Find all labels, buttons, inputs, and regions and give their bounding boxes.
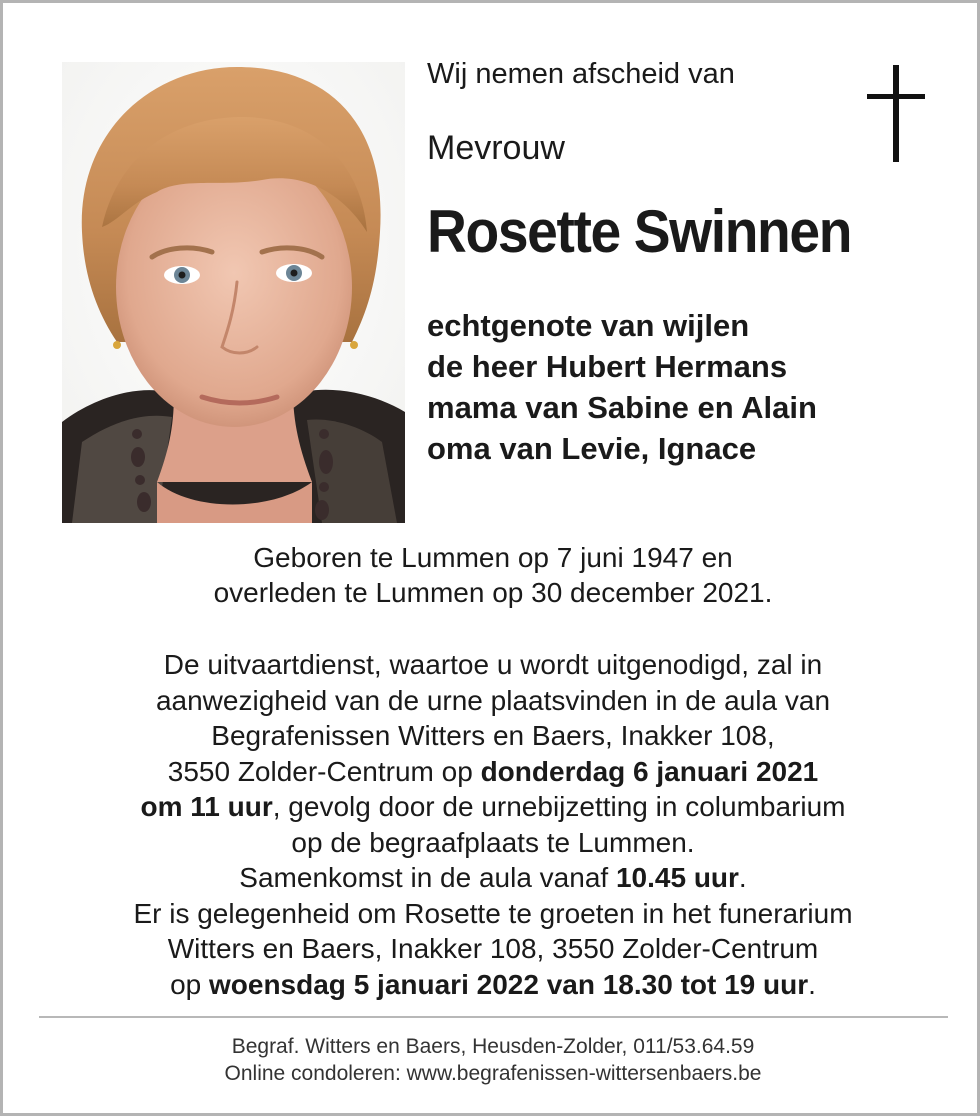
funeral-home-contact: Begraf. Witters en Baers, Heusden-Zolder, 011/53.64.59 xyxy=(231,1035,755,1058)
gathering-time: 10.45 uur xyxy=(615,862,739,893)
condolence-link: Online condoleren: www.begrafenissen-wittersenbaers.be xyxy=(224,1062,762,1085)
relation-line: echtgenote van wijlen xyxy=(427,308,750,343)
service-time: om 11 uur xyxy=(140,791,273,822)
visitation-line: Er is gelegenheid om Rosette te groeten in het funerarium xyxy=(133,897,853,929)
service-line: aanwezigheid van de urne plaatsvinden in de aula van xyxy=(155,684,831,716)
service-text: 3550 Zolder-Centrum op xyxy=(167,755,481,787)
visitation-text: op xyxy=(170,968,209,1000)
gathering-text: Samenkomst in de aula vanaf xyxy=(239,862,616,893)
latin-cross-icon xyxy=(867,65,925,162)
service-date: donderdag 6 januari 2021 xyxy=(480,755,819,787)
relation-line: mama van Sabine en Alain xyxy=(427,390,817,425)
visitation-line xyxy=(3,967,980,1003)
intro-text: Wij nemen afscheid van xyxy=(427,58,735,90)
visitation-line: Witters en Baers, Inakker 108, 3550 Zolder-Centrum xyxy=(167,933,819,964)
visitation-datetime: woensdag 5 januari 2022 van 18.30 tot 19 uur xyxy=(209,968,809,1000)
birth-death-info xyxy=(3,540,980,610)
punctuation: . xyxy=(808,968,816,1000)
service-line xyxy=(3,789,980,825)
service-text: , gevolg door de urnebijzetting in columbarium xyxy=(272,791,846,822)
footer-divider xyxy=(39,1016,948,1018)
footer xyxy=(3,1033,980,1087)
relation-line: oma van Levie, Ignace xyxy=(427,431,757,466)
gathering-line xyxy=(3,860,980,896)
service-line: op de begraafplaats te Lummen. xyxy=(291,826,695,858)
death-line: overleden te Lummen op 30 december 2021. xyxy=(213,577,773,608)
service-info xyxy=(3,647,980,1002)
deceased-name: Rosette Swinnen xyxy=(427,198,852,265)
honorific: Mevrouw xyxy=(427,129,565,167)
family-relations xyxy=(427,305,817,469)
relation-line: de heer Hubert Hermans xyxy=(427,349,788,384)
service-line: De uitvaartdienst, waartoe u wordt uitgenodigd, zal in xyxy=(163,649,823,680)
service-line xyxy=(3,754,980,790)
portrait-photo xyxy=(62,62,405,523)
birth-line: Geboren te Lummen op 7 juni 1947 en xyxy=(253,542,733,573)
punctuation: . xyxy=(738,862,747,893)
service-line: Begrafenissen Witters en Baers, Inakker 108, xyxy=(211,720,775,751)
